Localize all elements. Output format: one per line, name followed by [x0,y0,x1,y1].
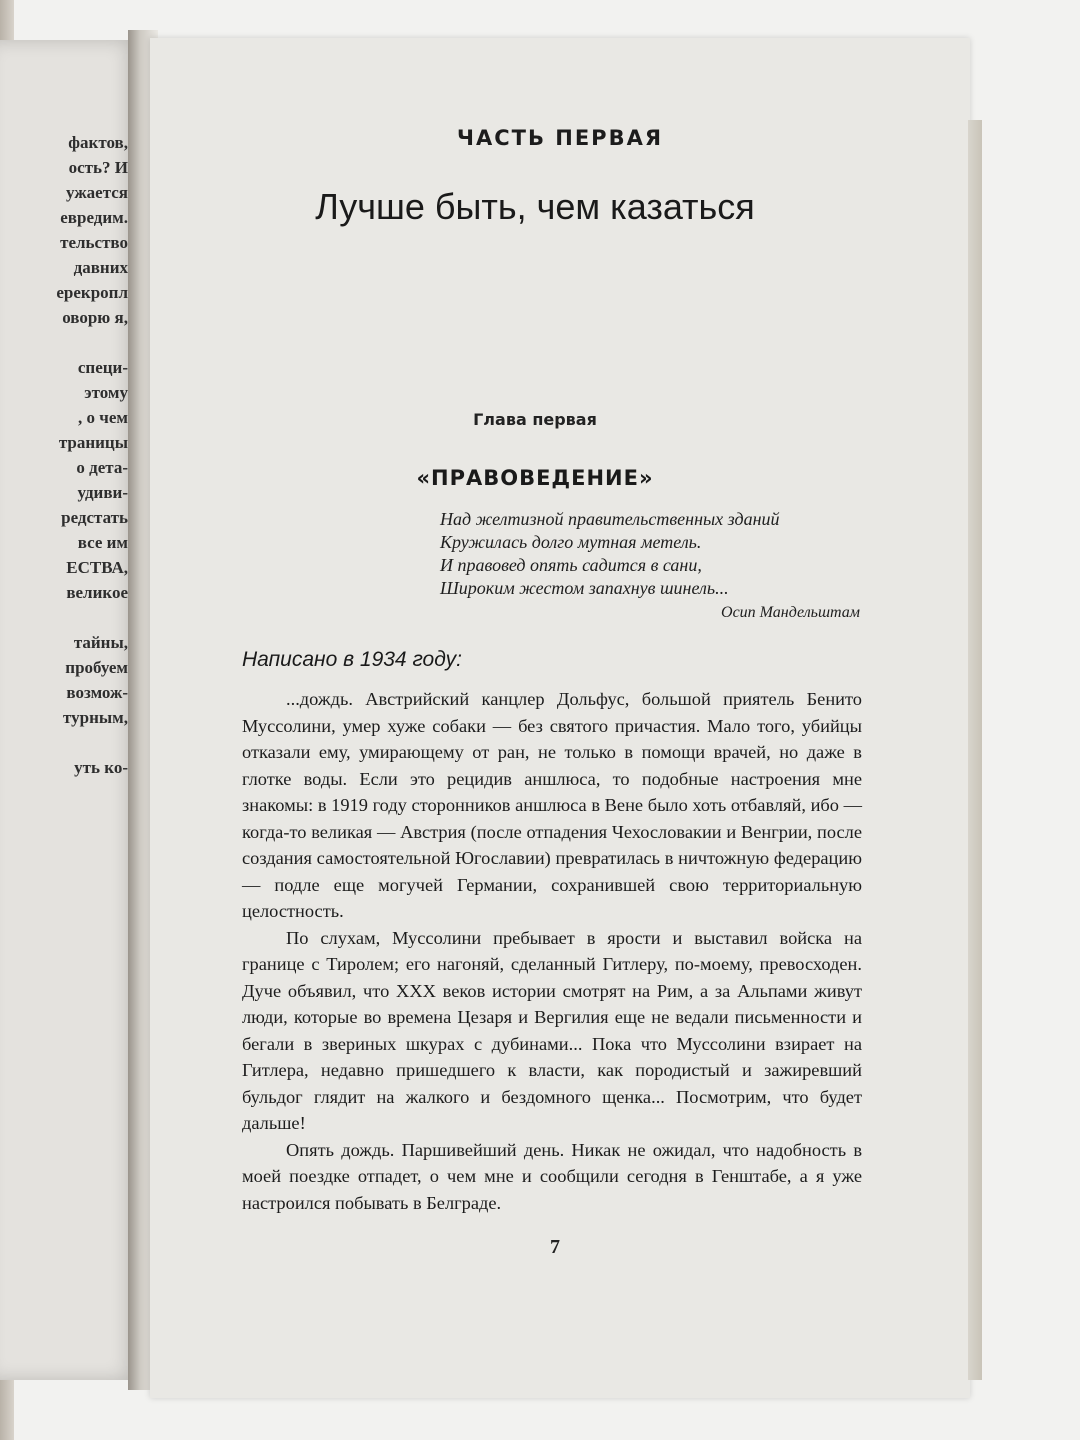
left-page-line: уть ко- [74,758,128,777]
epigraph-line: Кружилась долго мутная метель. [440,532,702,552]
left-page-line: тельство [60,233,128,252]
left-page-line: оворю я, [62,308,128,327]
epigraph [440,508,860,624]
left-page-line: евредим. [60,208,128,227]
epigraph-line: Широким жестом запахнув шинель... [440,578,729,598]
paragraph: Опять дождь. Паршивейший день. Никак не ожидал, что надобность в моей поездке отпадет, о чем мне и сообщили сегодня в Генштабе, а я уже настроился побывать в Белграде. [242,1139,862,1213]
left-page-line: турным, [63,708,128,727]
part-title: ЧАСТЬ ПЕРВАЯ [456,126,664,150]
left-page-line: ость? И [68,158,128,177]
epigraph-author: Осип Мандельштам [721,604,860,621]
left-page-line: о дета- [76,458,128,477]
paragraph: ...дождь. Австрийский канцлер Дольфус, большой приятель Бенито Муссолини, умер хуже собаки — без святого причастия. Мало того, убийцы отказали ему, умирающему от ран, не только в помощи врачей, но даже в глотке воды. Если это рецидив аншлюса, то подобные настроения мне знакомы: в 1919 году сторонников аншлюса в Вене было хоть отбавляй, ибо — когда-то великая — Австрия (после отпадения Чехословакии и Венгрии, после создания самостоятельной Югославии) превратилась в ничтожную федерацию — подле еще могучей Германии, сохранившей свою территориальную целостность. [242,689,862,921]
left-page-line: специ- [77,358,128,377]
book-title: Лучше быть, чем казаться [315,186,755,227]
left-page-line: великое [66,583,128,602]
paragraph: По слухам, Муссолини пребывает в ярости и выставил войска на границе с Тиролем; его нагоняй, сделанный Гитлеру, по-моему, превосходен. Дуче объявил, что XXX веков истории смотрят на Рим, а за Альпами живут люди, которые во времена Цезаря и Вергилия еще не ведали письменности и бегали в звериных шкурах с дубинами... Пока что Муссолини взирает на Гитлера, недавно пришедшего к власти, как породистый и зажиревший бульдог глядит на жалкого и бездомного щенка... Посмотрим, что будет дальше! [242,927,862,1133]
left-page-line: ЕСТВА, [66,558,128,577]
epigraph-line: Над желтизной правительственных зданий [440,509,780,529]
left-page-line [0,330,128,355]
chapter-title: «ПРАВОВЕДЕНИЕ» [416,466,654,490]
left-page-text [0,130,128,780]
left-page-line [0,605,128,630]
left-page [0,40,140,1380]
chapter-label: Глава первая [473,410,597,429]
written-heading: Написано в 1934 году: [242,648,462,671]
left-page-line: все им [77,533,128,552]
epigraph-line: И правовед опять садится в сани, [440,555,702,575]
left-page-line: тайны, [73,633,128,652]
left-page-line: ерекропл [56,283,128,302]
left-page-line: фактов, [68,133,128,152]
left-page-line: пробуем [65,658,128,677]
left-page-line: удиви- [77,483,128,502]
left-page-line [0,730,128,755]
page-edge [968,120,982,1380]
body-text [242,686,862,1216]
left-page-line: давних [73,258,128,277]
left-page-line: этому [84,383,128,402]
left-page-line: траницы [58,433,128,452]
left-page-line: ужается [66,183,128,202]
left-page-line: , о чем [78,408,128,427]
page-number: 7 [550,1236,560,1258]
left-page-line: редстать [61,508,128,527]
right-page [150,38,970,1398]
left-page-line: возмож- [66,683,128,702]
